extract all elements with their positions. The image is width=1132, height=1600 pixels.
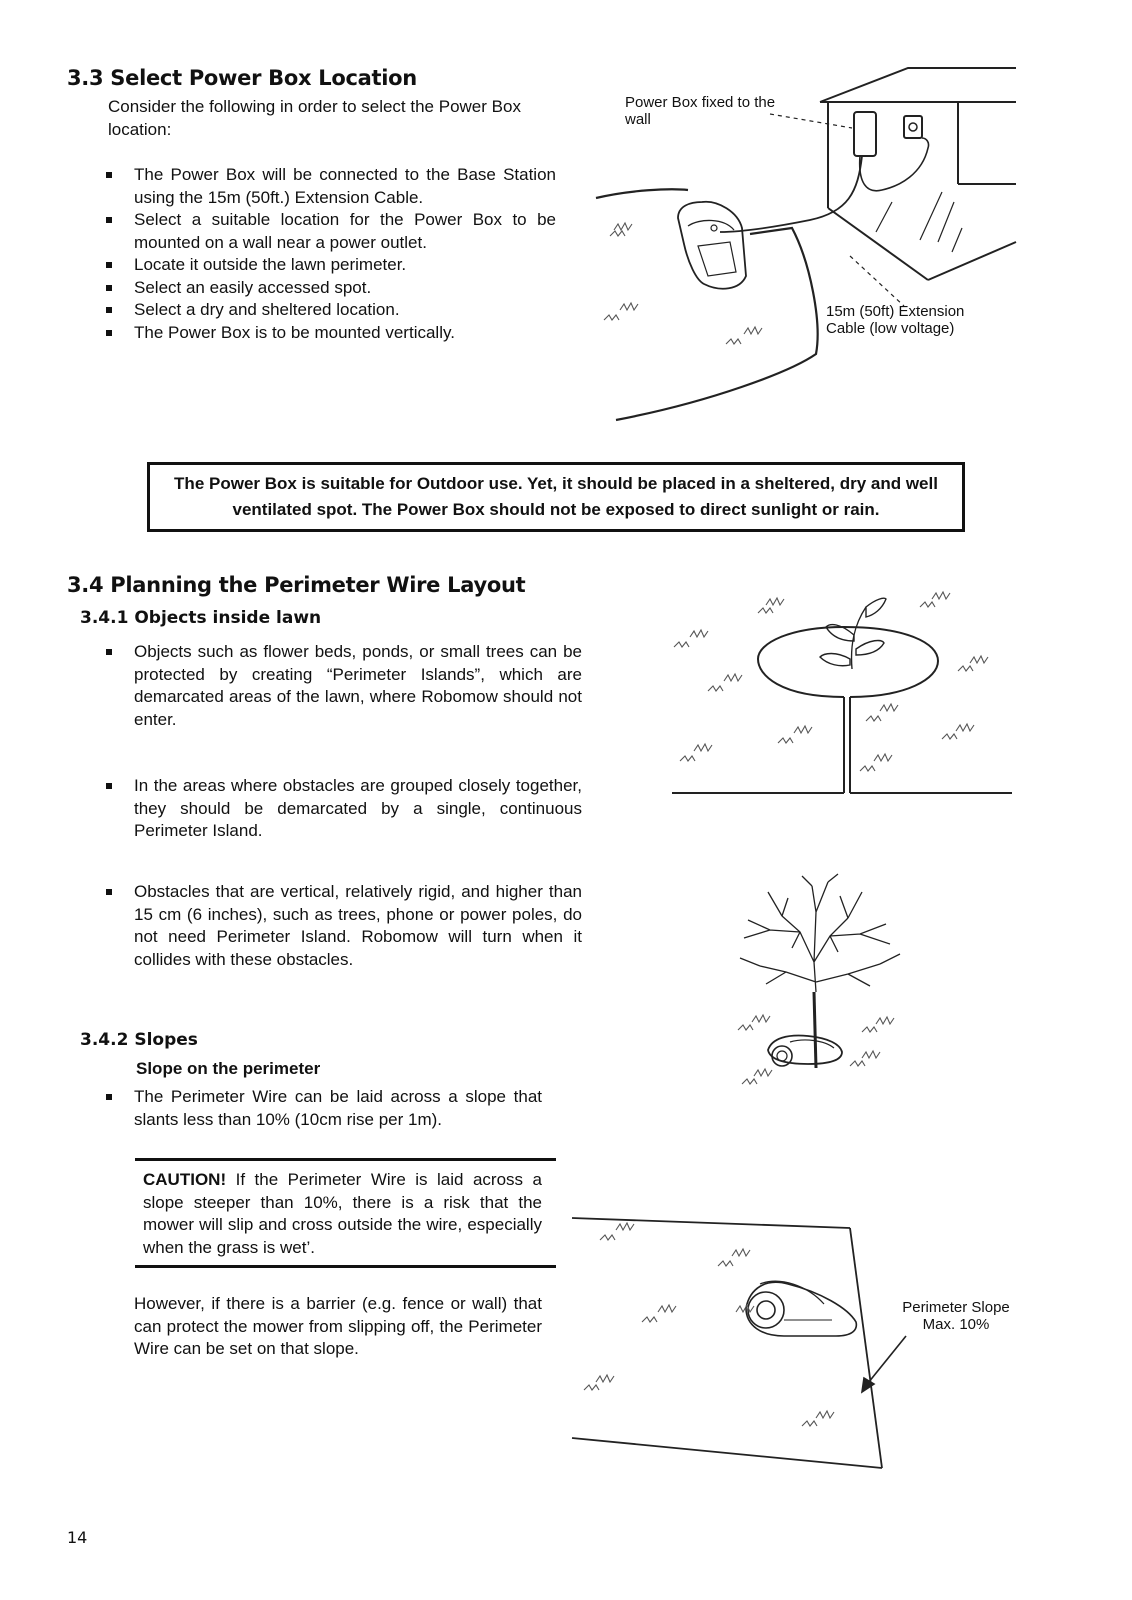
caution-label: CAUTION! — [143, 1170, 227, 1189]
list-item: The Perimeter Wire can be laid across a slope that slants less than 10% (10cm rise per 1m). — [106, 1086, 542, 1131]
bullet-square-icon — [106, 172, 112, 178]
power-box-notice: The Power Box is suitable for Outdoor use. Yet, it should be placed in a sheltered, dry and well ventilated spot. The Power Box should not be exposed to direct sunlight or rain. — [147, 462, 965, 532]
list-item: Select a suitable location for the Power Box to be mounted on a wall near a power outlet. — [106, 209, 556, 254]
list-item: In the areas where obstacles are grouped closely together, they should be demarcated by a single, continuous Perimeter Island. — [106, 775, 582, 843]
bullet-square-icon — [106, 285, 112, 291]
extension-cable-label: 15m (50ft) Extension Cable (low voltage) — [826, 303, 965, 337]
bullet-square-icon — [106, 330, 112, 336]
bullet-square-icon — [106, 262, 112, 268]
barrier-paragraph: However, if there is a barrier (e.g. fence or wall) that can protect the mower from slipping off, the Perimeter Wire can be set on that slope. — [134, 1294, 542, 1358]
bullet-square-icon — [106, 783, 112, 789]
perimeter-slope-label: Perimeter Slope Max. 10% — [902, 1299, 1010, 1333]
section-title-3-4: 3.4 Planning the Perimeter Wire Layout — [67, 573, 526, 597]
list-item: The Power Box will be connected to the Base Station using the 15m (50ft.) Extension Cable. — [106, 164, 556, 209]
caution-text: If the Perimeter Wire is laid across a slope steeper than 10%, there is a risk that the mower will slip and cross outside the wire, especially when the grass is wet’. — [143, 1170, 542, 1257]
perimeter-island-illustration — [670, 585, 1015, 800]
bullet-square-icon — [106, 217, 112, 223]
caution-box — [135, 1158, 556, 1268]
bullet-square-icon — [106, 889, 112, 895]
section-3-3-bullet-list — [106, 164, 556, 344]
list-item: The Power Box is to be mounted vertically. — [106, 322, 556, 345]
section-3-4-1-bullet-1 — [106, 641, 582, 731]
section-3-4-1-bullet-2 — [106, 775, 582, 843]
bullet-square-icon — [106, 1094, 112, 1100]
section-3-3-intro: Consider the following in order to select the Power Box location: — [108, 97, 521, 139]
subsection-title-3-4-2: 3.4.2 Slopes — [80, 1030, 198, 1050]
tree-mower-illustration — [730, 872, 910, 1094]
bullet-square-icon — [106, 307, 112, 313]
list-item: Select an easily accessed spot. — [106, 277, 556, 300]
list-item: Objects such as flower beds, ponds, or small trees can be protected by creating “Perimeter Islands”, which are demarcated areas of the lawn, where Robomow should not enter. — [106, 641, 582, 731]
page-number: 14 — [67, 1528, 88, 1547]
list-item: Obstacles that are vertical, relatively rigid, and higher than 15 cm (6 inches), such as trees, phone or power poles, do not need Perimeter Island. Robomow will turn when it collides with these obstacles. — [106, 881, 582, 971]
section-title-3-3: 3.3 Select Power Box Location — [67, 66, 417, 90]
list-item: Locate it outside the lawn perimeter. — [106, 254, 556, 277]
subsection-title-3-4-1: 3.4.1 Objects inside lawn — [80, 608, 322, 628]
slope-subheading: Slope on the perimeter — [136, 1059, 321, 1078]
slope-illustration — [570, 1212, 1010, 1474]
slope-bullet-list — [106, 1086, 542, 1131]
section-3-4-1-bullet-3 — [106, 881, 582, 971]
bullet-square-icon — [106, 649, 112, 655]
list-item: Select a dry and sheltered location. — [106, 299, 556, 322]
power-box-label: Power Box fixed to the wall — [625, 94, 776, 128]
